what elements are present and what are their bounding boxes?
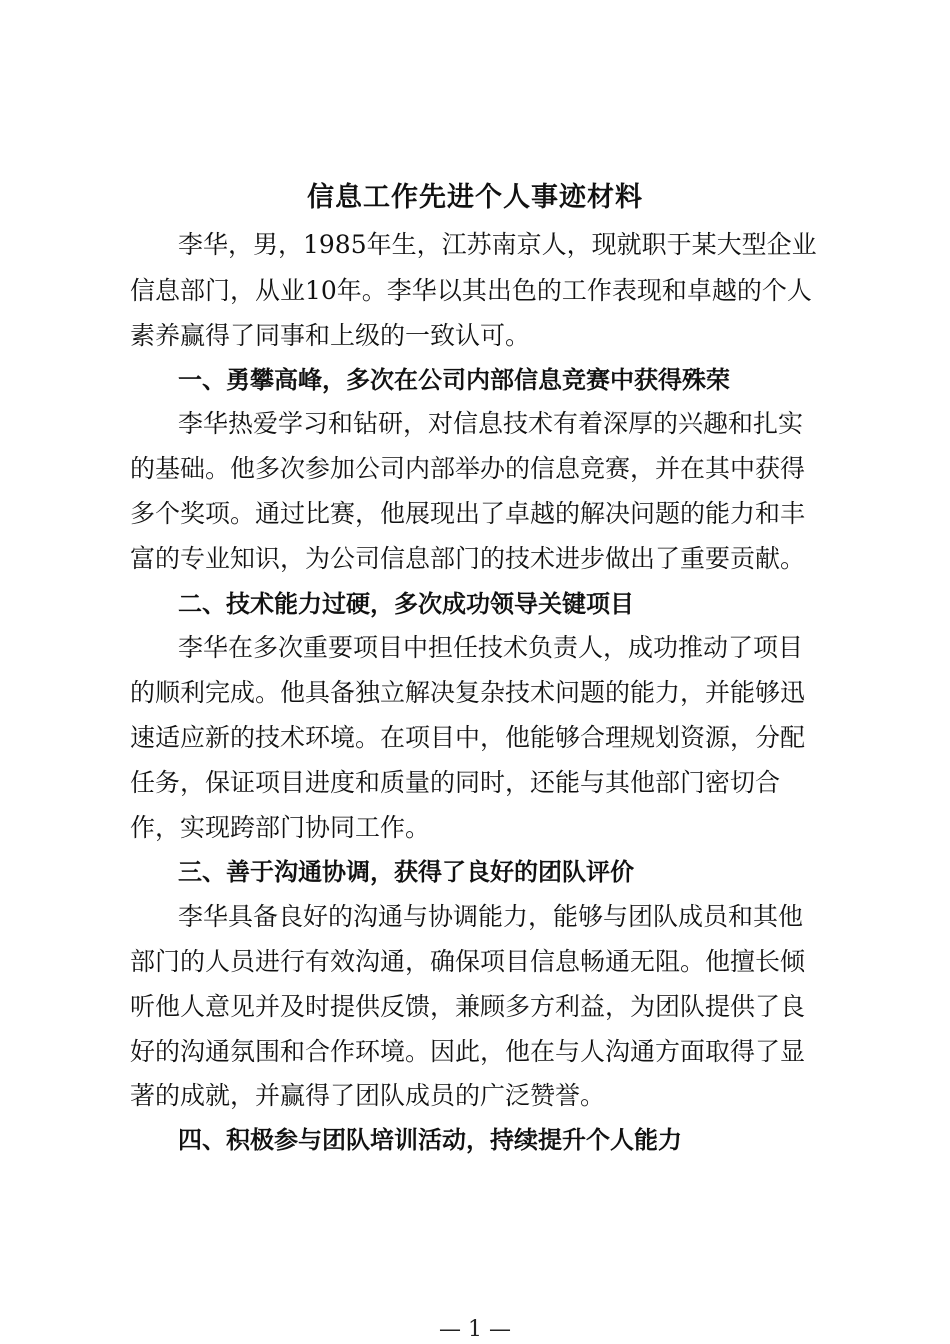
document-title: 信息工作先进个人事迹材料 [307,182,643,213]
text-line-20: 著的成就，并赢得了团队成员的广泛赞誉。 [130,1081,606,1110]
page-number: — 1 — [439,1317,511,1342]
section-heading-3: 三、善于沟通协调，获得了良好的团队评价 [178,858,634,886]
text-line-10: 李华在多次重要项目中担任技术负责人，成功推动了项目 [178,633,804,662]
text-line-12: 速适应新的技术环境。在项目中，他能够合理规划资源，分配 [130,723,806,752]
text-line-13: 任务，保证项目进度和质量的同时，还能与其他部门密切合 [130,768,781,797]
text-line-18: 听他人意见并及时提供反馈，兼顾多方利益，为团队提供了良 [130,992,806,1021]
text-line-3: 素养赢得了同事和上级的一致认可。 [130,321,531,350]
text-line-6: 的基础。他多次参加公司内部举办的信息竞赛，并在其中获得 [130,454,806,483]
text-line-14: 作，实现跨部门协同工作。 [130,813,431,842]
text-line-19: 好的沟通氛围和合作环境。因此，他在与人沟通方面取得了显 [130,1037,806,1066]
text-line-7: 多个奖项。通过比赛，他展现出了卓越的解决问题的能力和丰 [130,499,806,528]
section-heading-2: 二、技术能力过硬，多次成功领导关键项目 [178,590,634,618]
text-line-1: 李华，男，1985年生，江苏南京人，现就职于某大型企业 [178,230,817,259]
text-line-16: 李华具备良好的沟通与协调能力，能够与团队成员和其他 [178,902,804,931]
text-line-5: 李华热爱学习和钻研，对信息技术有着深厚的兴趣和扎实 [178,409,804,438]
text-line-8: 富的专业知识，为公司信息部门的技术进步做出了重要贡献。 [130,544,806,573]
text-line-17: 部门的人员进行有效沟通，确保项目信息畅通无阻。他擅长倾 [130,947,806,976]
text-line-2: 信息部门，从业10年。李华以其出色的工作表现和卓越的个人 [130,276,812,305]
text-line-11: 的顺利完成。他具备独立解决复杂技术问题的能力，并能够迅 [130,678,806,707]
section-heading-1: 一、勇攀高峰，多次在公司内部信息竞赛中获得殊荣 [178,366,730,394]
section-heading-4: 四、积极参与团队培训活动，持续提升个人能力 [178,1126,682,1154]
